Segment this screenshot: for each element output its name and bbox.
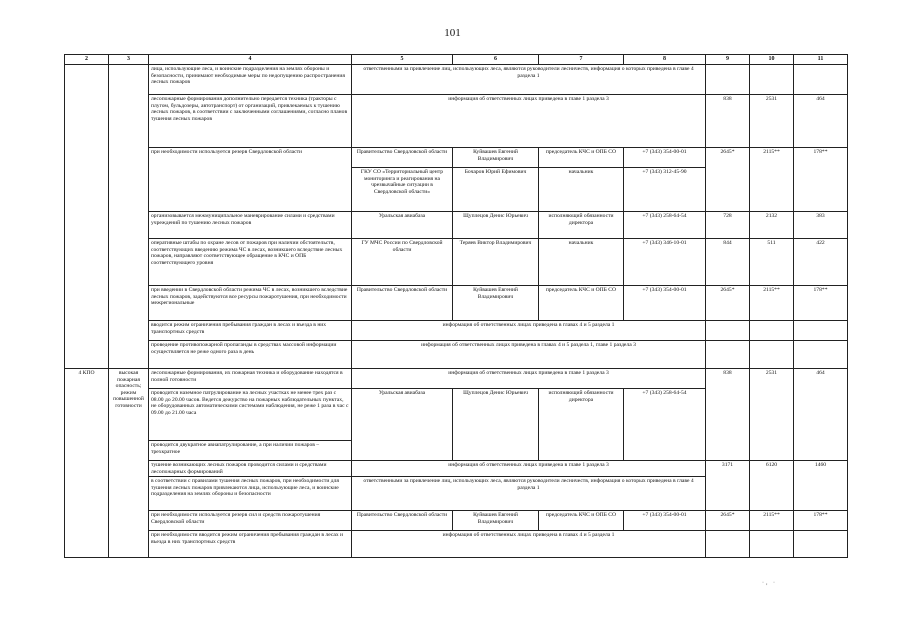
table-row (65, 239, 848, 286)
value-cell: 3171 (706, 461, 750, 511)
value-cell: 2645* (706, 286, 750, 321)
person-cell: Щуплецов Денис Юрьевич (453, 389, 539, 461)
measure-cell: оперативные штабы по охране лесов от пожаров при наличии обстоятельств, соответствующих введению режима ЧС в лесах, возникшего вследствие лесных пожаров, направляют соответствующее обращение в КЧС и ОПБ соответствующего уровня (149, 239, 352, 286)
fire-class-desc-cell (109, 65, 149, 369)
position-cell: исполняющий обязанности директора (539, 389, 624, 461)
value-cell (794, 65, 848, 95)
value-cell: 2132 (750, 212, 794, 239)
org-cell: Уральская авиабаза (352, 212, 453, 239)
value-cell: 838 (706, 369, 750, 461)
table-row (65, 531, 848, 558)
column-header: 11 (794, 55, 848, 65)
column-header: 5 (352, 55, 453, 65)
position-cell: председатель КЧС и ОПБ СО (539, 286, 624, 321)
measure-text: проводится двукратное авиапатрулирование, а при наличии пожаров – трехкратное (149, 440, 351, 456)
column-header: 2 (65, 55, 109, 65)
table-row (65, 65, 848, 95)
value-cell (706, 65, 750, 95)
person-cell: Щуплецов Денис Юрьевич (453, 212, 539, 239)
page-number: 101 (444, 27, 461, 39)
position-cell: председатель КЧС и ОПБ СО (539, 511, 624, 531)
column-header: 6 (453, 55, 539, 65)
fire-response-table (64, 54, 848, 558)
info-cell: информация об ответственных лицах приведена в главе 1 раздела 3 (352, 369, 706, 389)
measure-cell: в соответствии с правилами тушения лесных пожаров, при необходимости для тушения лесных пожаров привлекаются лица, использующие леса, и воинские подразделения на землях обороны и безопасности (149, 477, 352, 511)
measure-cell: проведение противопожарной пропаганды в средствах массовой информации осуществляется не реже одного раза в день (149, 341, 352, 369)
value-cell: 2115** (750, 286, 794, 321)
value-cell: 6120 (750, 461, 794, 511)
value-cell: 422 (794, 239, 848, 286)
value-cell: 1460 (794, 461, 848, 511)
org-cell: Уральская авиабаза (352, 389, 453, 461)
value-cell (706, 531, 750, 558)
value-cell: 464 (794, 95, 848, 148)
person-cell: Куйвашев Евгений Владимирович (453, 511, 539, 531)
value-cell (706, 341, 750, 369)
column-header: 3 (109, 55, 149, 65)
info-cell: информация об ответственных лицах приведена в главе 1 раздела 3 (352, 461, 706, 477)
org-cell: ГУ МЧС России по Свердловской области (352, 239, 453, 286)
value-cell: 2645* (706, 148, 750, 212)
value-cell (794, 321, 848, 341)
value-cell: 844 (706, 239, 750, 286)
value-cell (750, 341, 794, 369)
table-row (65, 511, 848, 531)
value-cell (750, 65, 794, 95)
fire-class-cell: 4 КПО (65, 369, 109, 558)
phone-cell: +7 (343) 258-64-54 (624, 389, 706, 461)
position-cell: исполняющий обязанности директора (539, 212, 624, 239)
value-cell (794, 531, 848, 558)
person-cell: Теряев Виктор Владимирович (453, 239, 539, 286)
measure-cell: организовывается межмуниципальное маневрирование силами и средствами учреждений по тушению лесных пожаров (149, 212, 352, 239)
org-cell: Правительство Свердловской области (352, 148, 453, 168)
info-cell: ответственными за привлечение лиц, использующих леса, являются руководители лесничеств, информация о которых приведена в главе 4 раздела 1 (352, 65, 706, 95)
phone-cell: +7 (343) 258-64-54 (624, 212, 706, 239)
info-cell: информация об ответственных лицах приведена в главе 1 раздела 3 (352, 95, 706, 148)
info-cell: ответственными за привлечение лиц, использующих леса, являются руководители лесничеств, информация о которых приведена в главе 4 раздела 1 (352, 477, 706, 511)
value-cell: 464 (794, 369, 848, 461)
table-row (65, 369, 848, 389)
header-row (65, 55, 848, 65)
value-cell (750, 531, 794, 558)
phone-cell: +7 (343) 346-10-01 (624, 239, 706, 286)
column-header: 4 (149, 55, 352, 65)
info-cell: информация об ответственных лицах приведена в главах 4 и 5 раздела 1 (352, 531, 706, 558)
value-cell (750, 321, 794, 341)
value-cell: 728 (706, 212, 750, 239)
value-cell (794, 341, 848, 369)
measure-cell: при введении в Свердловской области режима ЧС в лесах, возникшего вследствие лесных пожаров, задействуются все ресурсы пожаротушения, при необходимости межрегиональные (149, 286, 352, 321)
value-cell: 511 (750, 239, 794, 286)
measure-cell: лица, использующие леса, и воинские подразделения на землях обороны и безопасности, принимают необходимые меры по недопущению распространения лесных пожаров (149, 65, 352, 95)
column-header: 7 (539, 55, 624, 65)
value-cell: 178** (794, 148, 848, 212)
table-row (65, 341, 848, 369)
column-header: 9 (706, 55, 750, 65)
value-cell: 2115** (750, 511, 794, 531)
measure-cell: вводится режим ограничения пребывания граждан в лесах и въезда в них транспортных средств (149, 321, 352, 341)
value-cell: 178** (794, 511, 848, 531)
value-cell: 2645* (706, 511, 750, 531)
measure-text: проводится наземное патрулирование на лесных участках не менее трех раз с 08.00 до 20.00 часов. Ведется дежурство на пожарных наблюдательных пунктах, не оборудованных автоматическими системами наблюдения, не реже 1 раза в час с 09.00 до 21.00 часа (151, 390, 349, 416)
phone-cell: +7 (343) 354-00-01 (624, 148, 706, 168)
measure-cell: при необходимости используется резерв Свердловской области (149, 148, 352, 212)
table-row (65, 95, 848, 148)
table-row (65, 321, 848, 341)
org-cell: Правительство Свердловской области (352, 511, 453, 531)
info-cell: информация об ответственных лицах приведена в главах 4 и 5 раздела 1 (352, 321, 706, 341)
value-cell: 2531 (750, 95, 794, 148)
org-cell: ГКУ СО «Территориальный центр мониторинга и реагирования на чрезвычайные ситуации в Свердловской области» (352, 168, 453, 212)
phone-cell: +7 (343) 354-00-01 (624, 511, 706, 531)
measure-cell: лесопожарные формирования, их пожарная техника и оборудование находятся в полной готовности (149, 369, 352, 389)
person-cell: Куйвашев Евгений Владимирович (453, 148, 539, 168)
position-cell: начальник (539, 168, 624, 212)
fire-class-desc-cell: высокая пожарная опасность; режим повышенной готовности (109, 369, 149, 558)
column-header: 8 (624, 55, 706, 65)
phone-cell: +7 (343) 354-00-01 (624, 286, 706, 321)
table-row (65, 461, 848, 477)
value-cell (706, 321, 750, 341)
table-row (65, 212, 848, 239)
person-cell: Бочаров Юрий Ефимович (453, 168, 539, 212)
value-cell: 2531 (750, 369, 794, 461)
column-header: 10 (750, 55, 794, 65)
info-cell: информация об ответственных лицах приведена в главах 4 и 5 раздела 1, главе 1 раздела 3 (352, 341, 706, 369)
value-cell: 178** (794, 286, 848, 321)
fire-class-cell (65, 65, 109, 369)
value-cell: 383 (794, 212, 848, 239)
position-cell: начальник (539, 239, 624, 286)
measure-cell (149, 389, 352, 461)
person-cell: Куйвашев Евгений Владимирович (453, 286, 539, 321)
scan-marks: ·, · (762, 580, 777, 586)
table-row (65, 286, 848, 321)
value-cell: 838 (706, 95, 750, 148)
table-row (65, 148, 848, 168)
value-cell: 2115** (750, 148, 794, 212)
phone-cell: +7 (343) 312-45-90 (624, 168, 706, 212)
measure-cell: при необходимости вводится режим ограничения пребывания граждан в лесах и въезда в них транспортных средств (149, 531, 352, 558)
measure-cell: при необходимости используется резерв сил и средств пожаротушения Свердловской области (149, 511, 352, 531)
org-cell: Правительство Свердловской области (352, 286, 453, 321)
measure-cell: лесопожарные формирования дополнительно передается техника (тракторы с плугом, бульдозеры, автотранспорт) от организаций, привлекаемых к тушению лесных пожаров, в соответствии с заключенными соглашениями, согласно планов тушения лесных пожаров (149, 95, 352, 148)
position-cell: председатель КЧС и ОПБ СО (539, 148, 624, 168)
measure-cell: тушение возникающих лесных пожаров проводится силами и средствами лесопожарных формирований (149, 461, 352, 477)
